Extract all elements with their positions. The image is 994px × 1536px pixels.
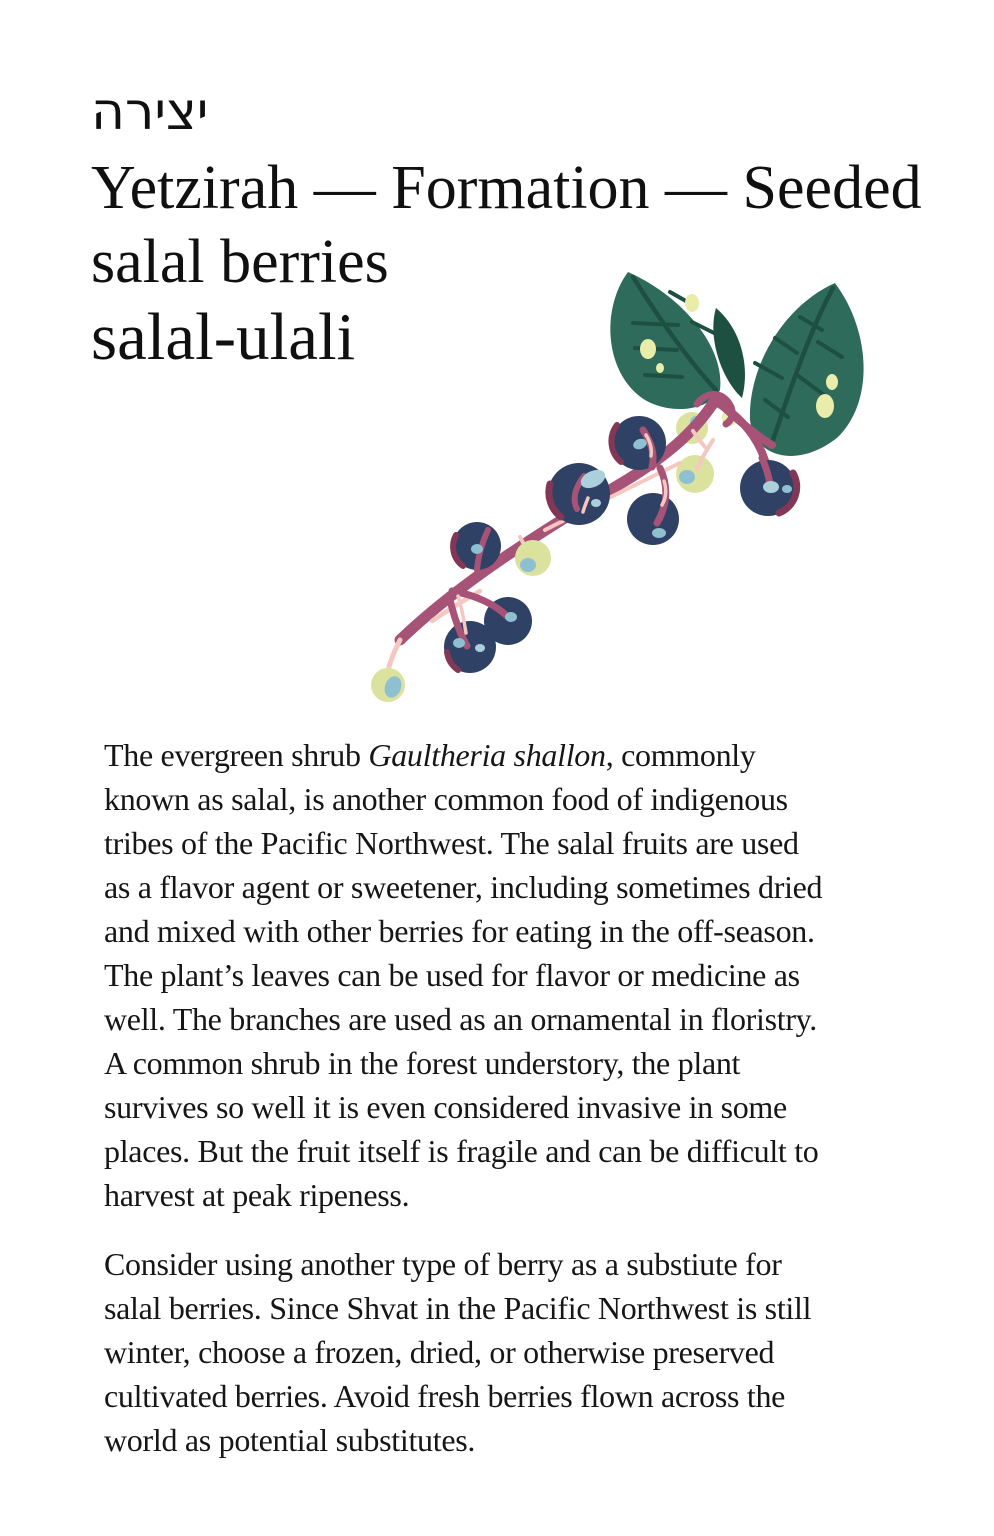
stem-tip xyxy=(388,640,400,672)
body-line: winter, choose a frozen, dried, or otherwise preserved xyxy=(104,1334,775,1370)
unripe-berry xyxy=(515,540,551,576)
berries xyxy=(444,416,797,673)
berry-dot xyxy=(505,612,517,622)
leaf-spot xyxy=(685,294,699,312)
stem xyxy=(388,395,772,672)
body-line: harvest at peak ripeness. xyxy=(104,1177,410,1213)
body-line: The plant’s leaves can be used for flavor or medicine as xyxy=(104,957,800,993)
paragraph-substitution-advice xyxy=(104,1242,811,1462)
body-line: well. The branches are used as an ornamental in floristry. xyxy=(104,1001,818,1037)
berry-dot xyxy=(471,544,483,554)
body-line: and mixed with other berries for eating in the off-season. xyxy=(104,913,815,949)
body-line: world as potential substitutes. xyxy=(104,1422,476,1458)
subtitle: salal-ulali xyxy=(91,300,356,374)
berry-dot xyxy=(475,644,485,652)
leaf-spot xyxy=(656,363,664,373)
paragraph-salal-description xyxy=(104,733,822,1217)
berry-dot xyxy=(652,528,666,538)
leaf-spot xyxy=(826,374,838,390)
berry-dot xyxy=(453,638,465,648)
berry-dot xyxy=(782,485,792,493)
leaf-spot xyxy=(640,339,656,359)
left-leaf-vein xyxy=(633,323,678,325)
body-line: survives so well it is even considered invasive in some xyxy=(104,1089,787,1125)
hebrew-title: יצירה xyxy=(91,82,209,142)
berry-seed-dot xyxy=(679,470,695,484)
species-name: Gaultheria shallon xyxy=(368,737,606,773)
body-line: cultivated berries. Avoid fresh berries flown across the xyxy=(104,1378,786,1414)
body-line: places. But the fruit itself is fragile and can be difficult to xyxy=(104,1133,819,1169)
body-line: Consider using another type of berry as a substiute for xyxy=(104,1246,782,1282)
body-line: as a flavor agent or sweetener, including sometimes dried xyxy=(104,869,823,905)
title-line-1: Yetzirah — Formation — Seeded xyxy=(91,154,922,222)
title-line-2: salal berries xyxy=(91,228,389,296)
body-line: tribes of the Pacific Northwest. The salal fruits are used xyxy=(104,825,799,861)
body-text: The evergreen shrub xyxy=(104,737,369,773)
berry-dot xyxy=(763,481,779,493)
berry-dot xyxy=(591,499,601,507)
body-text: , commonly xyxy=(605,737,756,773)
berry-seed-dot xyxy=(520,558,536,572)
leaf-spot xyxy=(816,394,834,418)
left-leaf-vein xyxy=(645,375,682,377)
body-line: A common shrub in the forest understory, the plant xyxy=(104,1045,741,1081)
body-line: salal berries. Since Shvat in the Pacific Northwest is still xyxy=(104,1290,812,1326)
left-leaf xyxy=(610,272,720,409)
body-line xyxy=(104,733,822,777)
berry xyxy=(627,493,679,545)
salal-berry-branch-illustration xyxy=(355,248,900,730)
body-line: known as salal, is another common food of indigenous xyxy=(104,781,788,817)
